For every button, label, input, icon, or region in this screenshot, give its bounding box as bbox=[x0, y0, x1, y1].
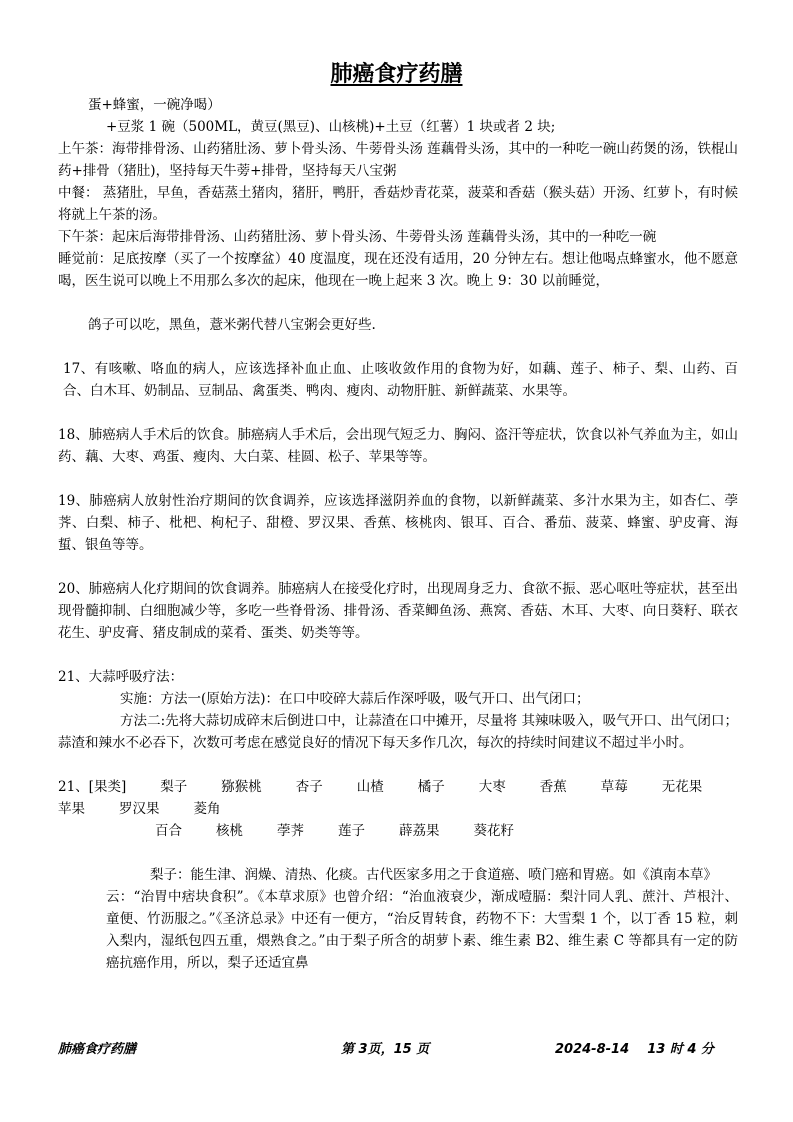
fruit-item: 核桃 bbox=[216, 823, 243, 839]
page-footer bbox=[58, 1038, 738, 1060]
spacer bbox=[58, 468, 738, 490]
spacer bbox=[58, 292, 738, 314]
spacer bbox=[58, 644, 738, 666]
fruit-list-row-2 bbox=[58, 820, 738, 842]
fruit-item: 香蕉 bbox=[539, 779, 567, 795]
paragraph-17: 17、有咳嗽、咯血的病人，应该选择补血止血、止咳收敛作用的食物为好，如藕、莲子、柿子、梨、山药、百合、白木耳、奶制品、豆制品、禽蛋类、鸭肉、瘦肉、动物肝脏、新鲜蔬菜、水果等。 bbox=[63, 361, 738, 399]
pear-description-body: 云：“治胃中痞块食积”。《本草求原》也曾介绍：“治血液衰少，渐成噎膈：梨汁同人乳、蔗汁、芦根汁、童便、竹沥服之。”《圣济总录》中还有一便方，“治反胃转食，药物不下：大雪梨 1 个，以丁香 15 粒，刺入梨内，湿纸包四五重，煨熟食之。”由于梨子所含的胡萝卜素、维生素 B2、维生素 C 等都具有一定的防癌抗癌作用，所以，梨子还适宜鼻 bbox=[106, 889, 738, 971]
diet-line-afternoon-tea: 下午茶：起床后海带排骨汤、山药猪肚汤、萝卜骨头汤、牛蒡骨头汤 莲藕骨头汤，其中的一种吃一碗 bbox=[58, 229, 657, 245]
fruit-item: 莲子 bbox=[338, 823, 365, 839]
garlic-method-one: 实施：方法一(原始方法)：在口中咬碎大蒜后作深呼吸，吸气开口、出气闭口； bbox=[120, 691, 590, 707]
paragraph-20: 20、肺癌病人化疗期间的饮食调养。肺癌病人在接受化疗时，出现周身乏力、食欲不振、恶心呕吐等症状，甚至出现骨髓抑制、白细胞减少等，多吃一些脊骨汤、排骨汤、香菜鲫鱼汤、燕窝、香菇、木耳、大枣、向日葵籽、联衣花生、驴皮膏、猪皮制成的菜肴、蛋类、奶类等等。 bbox=[58, 581, 738, 641]
fruit-item: 菱角 bbox=[193, 801, 221, 817]
diet-line-bedtime: 睡觉前：足底按摩（买了一个按摩盆）40 度温度，现在还没有适用，20 分钟左右。想让他喝点蜂蜜水，他不愿意喝，医生说可以晚上不用那么多次的起床，他现在一晚上起来 3 次。晚上 9：30 以前睡觉， bbox=[58, 251, 738, 289]
fruit-item: 葵花籽 bbox=[473, 823, 514, 839]
diet-line-soy-milk: +豆浆 1 碗（500ML，黄豆(黑豆)、山核桃)+土豆（红薯）1 块或者 2 块; bbox=[106, 119, 556, 135]
spacer bbox=[58, 402, 738, 424]
diet-line-breakfast-end: 蛋+蜂蜜，一碗净喝） bbox=[88, 97, 221, 113]
paragraph-18: 18、肺癌病人手术后的饮食。肺癌病人手术后，会出现气短乏力、胸闷、盗汗等症状，饮食以补气养血为主，如山药、藕、大枣、鸡蛋、瘦肉、大白菜、桂圆、松子、苹果等等。 bbox=[58, 427, 738, 465]
footer-date: 2024-8-14 bbox=[555, 1042, 630, 1057]
footer-time: 13 时 4 分 bbox=[647, 1042, 714, 1057]
spacer bbox=[58, 556, 738, 578]
spacer bbox=[58, 754, 738, 776]
fruit-item: 草莓 bbox=[600, 779, 628, 795]
fruit-list-prefix: 21、[果类] bbox=[58, 779, 127, 795]
fruit-list-row-1 bbox=[58, 776, 738, 820]
pear-description-intro: 梨子：能生津、润燥、清热、化痰。古代医家多用之于食道癌、喷门癌和胃癌。如《滇南本草》 bbox=[150, 867, 717, 883]
fruit-item: 梨子 bbox=[160, 779, 188, 795]
spacer bbox=[58, 842, 738, 864]
footer-timestamp bbox=[555, 1038, 714, 1057]
diet-line-pigeon: 鸽子可以吃，黑鱼，薏米粥代替八宝粥会更好些. bbox=[88, 317, 376, 333]
spacer bbox=[58, 336, 738, 358]
fruit-item: 百合 bbox=[155, 823, 182, 839]
fruit-item: 杏子 bbox=[295, 779, 323, 795]
diet-line-lunch: 中餐： 蒸猪肚，早鱼，香菇蒸土猪肉，猪肝，鸭肝，香菇炒青花菜，菠菜和香菇（猴头菇）开汤、红萝卜，有时候将就上午茶的汤。 bbox=[58, 185, 738, 223]
fruit-item: 荸荠 bbox=[277, 823, 304, 839]
fruit-item: 无花果 bbox=[661, 779, 703, 795]
document-body bbox=[58, 94, 738, 974]
paragraph-19: 19、肺癌病人放射性治疗期间的饮食调养，应该选择滋阴养血的食物，以新鲜蔬菜、多汁水果为主，如杏仁、荸荠、白梨、柿子、枇杷、枸杞子、甜橙、罗汉果、香蕉、核桃肉、银耳、百合、番茄、菠菜、蜂蜜、驴皮膏、海蜇、银鱼等等。 bbox=[58, 493, 738, 553]
page-title-text: 肺癌食疗药膳 bbox=[330, 62, 463, 87]
footer-page-number: 第 3页，15 页 bbox=[341, 1042, 430, 1057]
paragraph-21-heading: 21、大蒜呼吸疗法： bbox=[58, 669, 184, 685]
fruit-item: 苹果 bbox=[58, 801, 85, 817]
garlic-method-two: 方法二:先将大蒜切成碎末后倒进口中，让蒜渣在口中摊开，尽量将 其辣味吸入，吸气开口、出气闭口；蒜渣和辣水不必吞下，次数可考虑在感觉良好的情况下每天多作几次，每次的持续时间建议不超过半小时。 bbox=[58, 713, 738, 751]
footer-document-title: 肺癌食疗药膳 bbox=[58, 1042, 137, 1057]
diet-line-morning-tea: 上午茶：海带排骨汤、山药猪肚汤、萝卜骨头汤、牛蒡骨头汤 莲藕骨头汤，其中的一种吃一碗山药煲的汤，铁棍山药+排骨（猪肚)，坚持每天牛蒡+排骨，坚持每天八宝粥 bbox=[58, 141, 738, 179]
fruit-item: 罗汉果 bbox=[119, 801, 160, 817]
page-title bbox=[0, 60, 793, 90]
fruit-item: 山楂 bbox=[356, 779, 384, 795]
fruit-item: 大枣 bbox=[478, 779, 506, 795]
fruit-item: 猕猴桃 bbox=[221, 779, 262, 795]
fruit-item: 薜荔果 bbox=[399, 823, 440, 839]
fruit-item: 橘子 bbox=[417, 779, 445, 795]
